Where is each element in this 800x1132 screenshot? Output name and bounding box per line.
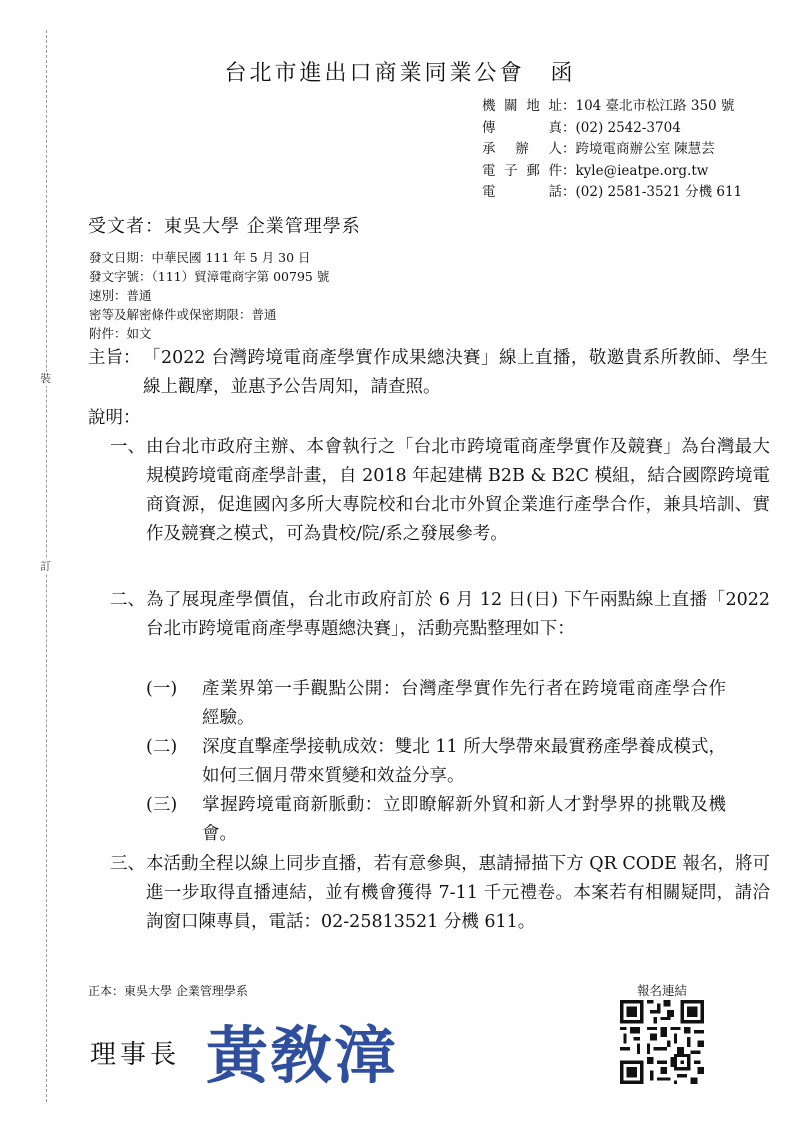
- item-number: 三、: [110, 854, 145, 874]
- confidentiality: 密等及解密條件或保密期限：普通: [89, 307, 277, 322]
- document-number: 發文字號：（111）貿漳電商字第 00795 號: [89, 269, 330, 284]
- item-body: 由台北市政府主辦、本會執行之「台北市跨境電商產學實作及競賽」為台灣最大規模跨境電商產學計畫，自 2018 年起建構 B2B & B2C 模組，結合國際跨境電商資源，促進國內多所大專院校和台北市外貿企業進行產學合作，兼具培訓、實作及競賽之模式，可為貴校/院/系之發展參考。: [146, 437, 770, 544]
- subject-head: 主旨：: [88, 348, 141, 368]
- contact-block: [482, 96, 742, 204]
- sub-item-body: 產業界第一手觀點公開：台灣產學實作先行者在跨境電商產學合作經驗。: [202, 679, 726, 728]
- binding-mark-1: 裝: [40, 372, 51, 385]
- contact-fax: 傳真：(02) 2542-3704: [482, 118, 742, 140]
- sub-item-3: [146, 791, 726, 849]
- sub-item-body: 掌握跨境電商新脈動：立即瞭解新外貿和新人才對學界的挑戰及機會。: [202, 795, 726, 844]
- item-number: 二、: [110, 590, 145, 610]
- contact-handler: 承辦人：跨境電商辦公室 陳慧芸: [482, 139, 742, 161]
- issue-date: 發文日期：中華民國 111 年 5 月 30 日: [89, 250, 311, 265]
- document-meta: [89, 248, 329, 343]
- qr-code-icon[interactable]: [620, 1000, 704, 1084]
- attachment: 附件：如文: [89, 326, 152, 341]
- contact-phone: 電話：(02) 2581-3521 分機 611: [482, 182, 742, 204]
- carbon-copy: 正本：東吳大學 企業管理學系: [88, 984, 248, 998]
- contact-label: 機關地址: [482, 98, 562, 114]
- item-body: 本活動全程以線上同步直播，若有意參與，惠請掃描下方 QR CODE 報名，將可進一步取得直播連結，並有機會獲得 7-11 千元禮卷。本案若有相關疑問，請洽詢窗口陳專員，電話：02-25813521 分機 611。: [146, 854, 770, 932]
- sub-item-1: [146, 675, 726, 733]
- contact-label: 電話: [482, 184, 562, 200]
- sub-item-number: (二): [146, 737, 178, 757]
- explanation-item-3: [110, 850, 770, 937]
- qr-label: 報名連結: [636, 983, 687, 998]
- contact-label: 電子郵件: [482, 162, 562, 179]
- document-title: [0, 56, 800, 87]
- sub-item-number: (一): [146, 679, 178, 699]
- contact-address: 機關地址：104 臺北市松江路 350 號: [482, 96, 742, 118]
- sub-item-body: 深度直擊產學接軌成效：雙北 11 所大學帶來最實務產學養成模式，如何三個月帶來質變和效益分享。: [202, 737, 726, 786]
- contact-value: (02) 2542-3704: [575, 119, 681, 136]
- contact-label: 承辦人: [482, 141, 562, 157]
- binding-mark-2: 訂: [40, 560, 51, 573]
- subject: [88, 344, 768, 402]
- contact-value: 跨境電商辦公室 陳慧芸: [575, 141, 715, 157]
- contact-email: 電子郵件：kyle@ieatpe.org.tw: [482, 161, 742, 183]
- recipient: 受文者：東吳大學 企業管理學系: [88, 216, 361, 237]
- organization-name: 台北市進出口商業同業公會: [224, 61, 525, 86]
- document-type: 函: [550, 61, 576, 86]
- contact-value: (02) 2581-3521 分機 611: [575, 184, 743, 200]
- chairman-signature: 黃敎漳: [206, 1019, 399, 1092]
- chairman-label: 理事長: [90, 1040, 181, 1070]
- contact-label: 傳真: [482, 119, 562, 136]
- explanation-item-1: [110, 433, 770, 549]
- sub-item-2: [146, 733, 726, 791]
- item-body: 為了展現產學價值，台北市政府訂於 6 月 12 日(日) 下午兩點線上直播「2022 台北市跨境電商產學專題總決賽」，活動亮點整理如下：: [146, 590, 770, 639]
- explanation-head: 說明：: [88, 408, 141, 428]
- item-number: 一、: [110, 437, 145, 457]
- subject-body: 「2022 台灣跨境電商產學實作成果總決賽」線上直播，敬邀貴系所教師、學生線上觀摩，並惠予公告周知，請查照。: [143, 348, 768, 397]
- contact-value: kyle@ieatpe.org.tw: [575, 162, 709, 179]
- sub-item-number: (三): [146, 795, 178, 815]
- urgency: 速別：普通: [89, 288, 152, 303]
- contact-value: 104 臺北市松江路 350 號: [575, 98, 735, 114]
- explanation-item-2: [110, 586, 770, 644]
